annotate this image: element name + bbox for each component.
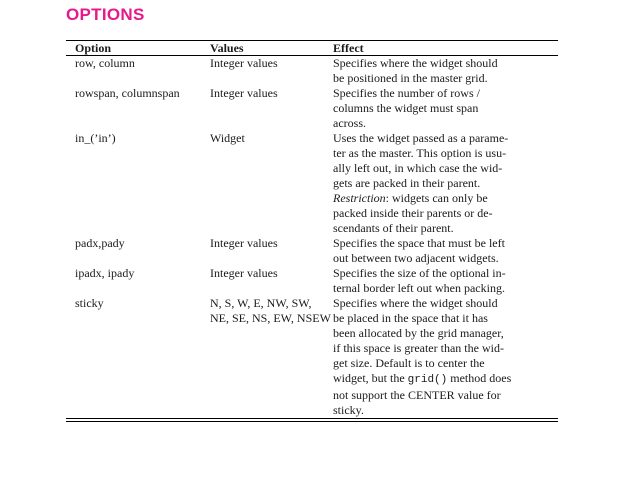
option-cell: in_(’in’) xyxy=(75,131,116,145)
values-line: N, S, W, E, NW, xyxy=(210,296,289,310)
effect-cell xyxy=(333,266,546,296)
header-values: Values xyxy=(210,41,244,55)
restriction-text: : widgets can only be xyxy=(385,191,488,205)
header-effect: Effect xyxy=(333,41,364,55)
options-table xyxy=(66,40,558,422)
effect-line: if this space is greater than the wid- xyxy=(333,341,504,355)
effect-line: Specifies where the widget should xyxy=(333,56,498,70)
table-row xyxy=(66,86,558,131)
header-option: Option xyxy=(75,41,112,55)
effect-line: ter as the master. This option is usu- xyxy=(333,146,507,160)
values-line: Integer values xyxy=(210,236,278,250)
effect-code: grid() xyxy=(407,374,448,386)
effect-line: be positioned in the master grid. xyxy=(333,71,488,85)
effect-line: Specifies the size of the optional in- xyxy=(333,266,506,280)
effect-line: out between two adjacent widgets. xyxy=(333,251,499,265)
values-line: Integer values xyxy=(210,86,278,100)
effect-cell xyxy=(333,86,546,131)
effect-line: Uses the widget passed as a parame- xyxy=(333,131,509,145)
effect-line: not support the CENTER value for xyxy=(333,388,501,402)
effect-cell xyxy=(333,56,546,86)
effect-line: gets are packed in their parent. xyxy=(333,176,481,190)
restriction-label: Restriction xyxy=(333,191,386,205)
table-row xyxy=(66,56,558,86)
values-cell xyxy=(210,296,333,418)
table-row xyxy=(66,266,558,296)
table-row xyxy=(66,236,558,266)
option-cell: ipadx, ipady xyxy=(75,266,135,280)
values-line: EW, NSEW xyxy=(273,311,331,325)
effect-line: ally left out, in which case the wid- xyxy=(333,161,503,175)
option-cell: row, column xyxy=(75,56,135,70)
effect-line: packed inside their parents or de- xyxy=(333,206,493,220)
slide-title: OPTIONS xyxy=(66,5,145,24)
effect-code-pre: widget, but the xyxy=(333,371,408,385)
effect-line: Specifies the number of rows / xyxy=(333,86,480,100)
table-row xyxy=(66,131,558,236)
effect-line: ternal border left out when packing. xyxy=(333,281,505,295)
option-cell: rowspan, columnspan xyxy=(75,86,180,100)
values-cell xyxy=(210,236,333,266)
effect-line: Specifies the space that must be left xyxy=(333,236,505,250)
table-bottom-rule xyxy=(66,418,558,422)
values-line: Widget xyxy=(210,131,245,145)
effect-line: sticky. xyxy=(333,403,364,417)
table-row xyxy=(66,296,558,418)
effect-cell xyxy=(333,236,546,266)
values-cell xyxy=(210,86,333,131)
effect-line: across. xyxy=(333,116,366,130)
effect-line: columns the widget must span xyxy=(333,101,479,115)
values-line: SW, NE, SE, NS, xyxy=(210,296,312,325)
values-line: Integer values xyxy=(210,266,278,280)
values-cell xyxy=(210,266,333,296)
effect-line: get size. Default is to center the xyxy=(333,356,485,370)
effect-cell xyxy=(333,296,546,418)
values-cell xyxy=(210,56,333,86)
option-cell: padx,pady xyxy=(75,236,125,250)
values-cell xyxy=(210,131,333,236)
effect-line xyxy=(333,371,546,388)
table-header-row xyxy=(66,41,558,55)
effect-line: be placed in the space that it has xyxy=(333,311,488,325)
effect-code-post: method does xyxy=(447,371,512,385)
effect-line: scendants of their parent. xyxy=(333,221,454,235)
values-line: Integer values xyxy=(210,56,278,70)
option-cell: sticky xyxy=(75,296,104,310)
effect-line: been allocated by the grid manager, xyxy=(333,326,504,340)
effect-cell xyxy=(333,131,546,236)
effect-line: Specifies where the widget should xyxy=(333,296,498,310)
effect-line xyxy=(333,191,546,206)
